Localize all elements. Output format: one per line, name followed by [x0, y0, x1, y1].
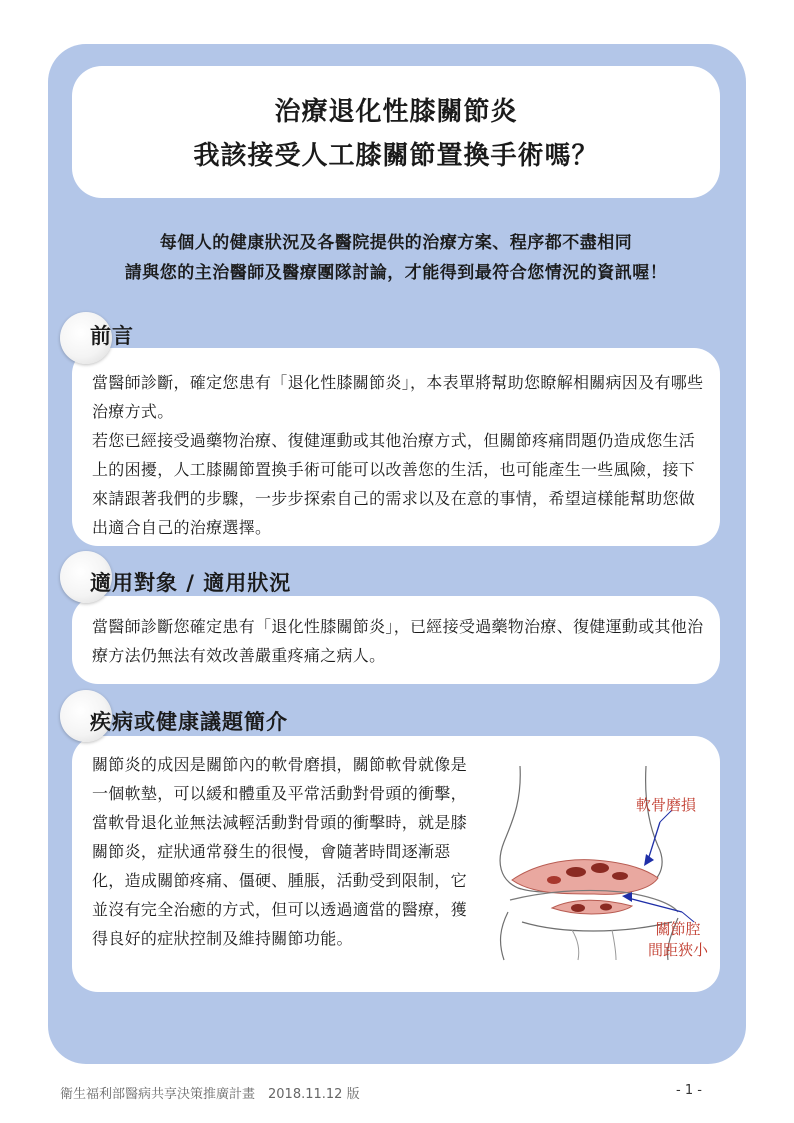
intro-line2: 請與您的主治醫師及醫療團隊討論，才能得到最符合您情況的資訊喔！ [124, 263, 668, 283]
section-heading-applicable: 適用對象 / 適用狀況 [90, 571, 292, 595]
bone-shading [572, 930, 616, 960]
section-heading-preface: 前言 [90, 324, 134, 348]
preface-paragraph-1: 當醫師診斷，確定您患有「退化性膝關節炎」，本表單將幫助您瞭解相關病因及有哪些治療方式。 [92, 373, 704, 421]
title-box [72, 66, 720, 198]
page-title-line2: 我該接受人工膝關節置換手術嗎？ [193, 141, 599, 171]
joint-space-area [552, 900, 632, 914]
intro-text [72, 228, 720, 288]
joint-spot [571, 904, 585, 912]
applicable-paragraph: 當醫師診斷您確定患有「退化性膝關節炎」，已經接受過藥物治療、復健運動或其他治療方法仍無法有效改善嚴重疼痛之病人。 [92, 617, 704, 665]
wear-spot [591, 863, 609, 873]
label-cartilage-wear: 軟骨磨損 [636, 796, 697, 814]
disease-paragraph: 關節炎的成因是關節內的軟骨磨損，關節軟骨就像是一個軟墊，可以緩和體重及平常活動對骨頭的衝擊，當軟骨退化並無法減輕活動對骨頭的衝擊時，就是膝關節炎，症狀通常發生的很慢，會隨著時間逐漸惡化，造成關節疼痛、僵硬、腫脹，活動受到限制，它並沒有完全治癒的方式，但可以透過適當的醫療，獲得良好的症狀控制及維持關節功能。 [92, 755, 467, 948]
joint-spot [600, 904, 612, 911]
arrow-line [628, 898, 682, 912]
section-card-preface [72, 348, 720, 546]
wear-spot [612, 872, 628, 880]
preface-paragraph-2: 若您已經接受過藥物治療、復健運動或其他治療方式，但關節疼痛問題仍造成您生活上的困擾，人工膝關節置換手術可能可以改善您的生活，也可能產生一些風險，接下來請跟著我們的步驟，一步步探索自己的需求以及在意的事情，希望這樣能幫助您做出適合自己的治療選擇。 [92, 431, 696, 537]
section-card-disease [72, 736, 720, 992]
intro-line1: 每個人的健康狀況及各醫院提供的治療方案、程序都不盡相同 [159, 233, 633, 253]
label-joint-space-line1: 關節腔 [655, 920, 701, 938]
label-joint-space [648, 918, 708, 960]
wear-spot [547, 876, 561, 884]
label-joint-space-line2: 間距狹小 [648, 941, 709, 959]
cartilage-wear-area [512, 860, 658, 895]
arrow-line [648, 822, 660, 860]
footer-program: 衛生福利部醫病共享決策推廣計畫 2018.11.12 版 [60, 1087, 360, 1102]
page-title-line1: 治療退化性膝關節炎 [274, 97, 518, 127]
section-heading-disease: 疾病或健康議題簡介 [90, 710, 288, 734]
wear-spot [566, 867, 586, 877]
section-card-applicable [72, 596, 720, 684]
page-number: - 1 - [676, 1083, 702, 1098]
knee-joint-illustration [482, 762, 710, 962]
